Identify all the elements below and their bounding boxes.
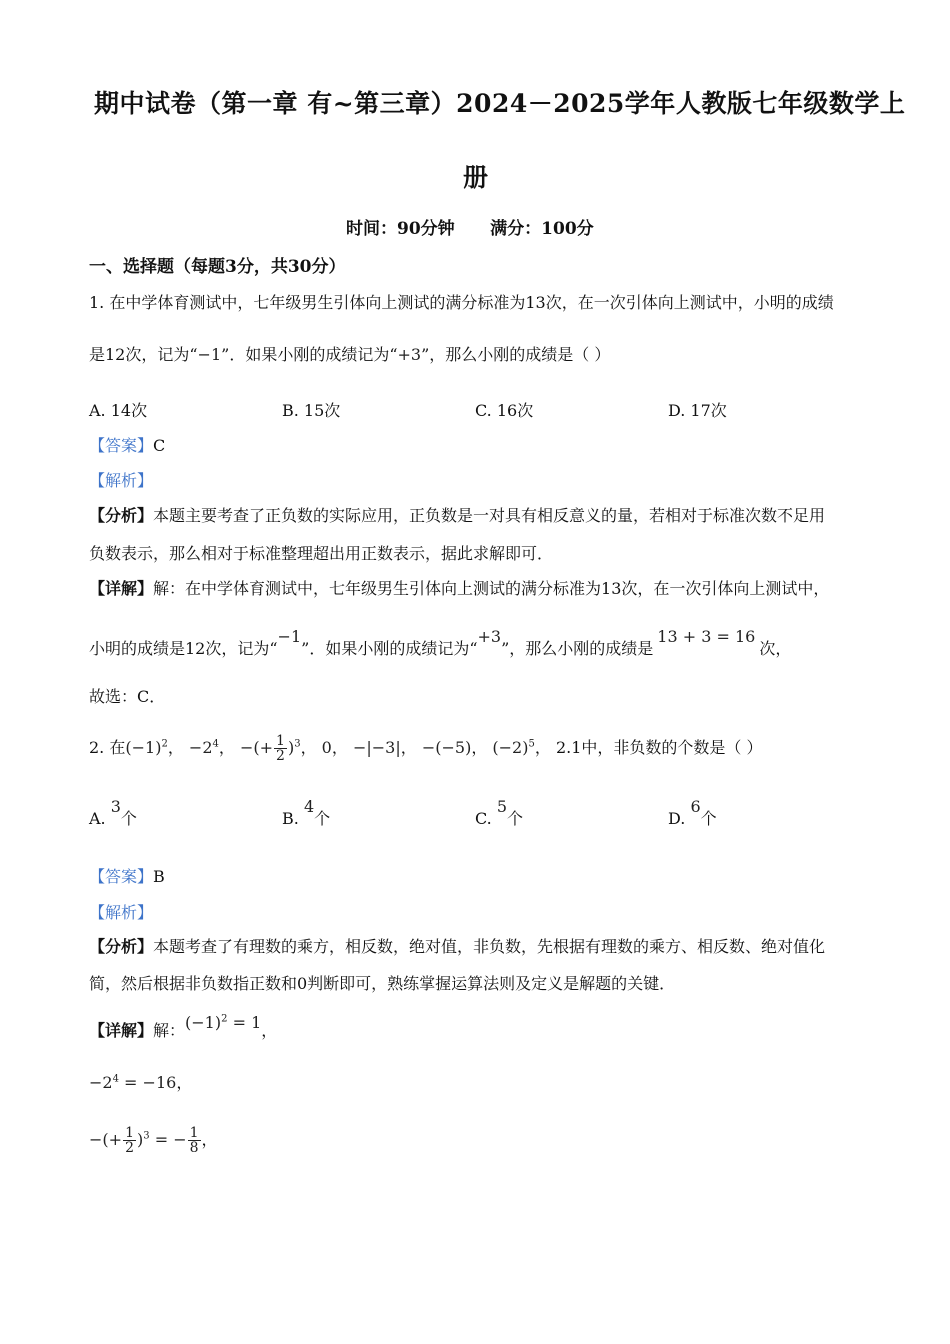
q1-detail-math-minus1: −1	[277, 627, 302, 646]
q1-option-a: A. 14次	[89, 401, 148, 420]
q2-answer: 【答案】B	[89, 867, 165, 886]
q1-analysis-tag: 【解析】	[89, 471, 154, 490]
q2-detail-math-1: $(-1)^2 = 1$	[185, 1013, 262, 1032]
q1-option-c: C. 16次	[475, 401, 534, 420]
page-title-continued: 册	[463, 163, 489, 192]
q2-detail-line1: 【详解】解：$(-1)^2 = 1$，	[89, 1013, 278, 1040]
q1-math-plus3: +3	[397, 345, 422, 364]
q2-math-1: $(-1)^2$	[125, 738, 168, 757]
q1-option-d: D. 17次	[668, 401, 727, 420]
q2-detail-math-2: $-2^4 = -16$	[89, 1073, 177, 1092]
page-title: 期中试卷（第一章 有~第三章）2024－2025学年人教版七年级数学上	[94, 89, 906, 118]
q1-math-minus1: −1	[197, 345, 222, 364]
q2-option-d: D. 6个	[668, 797, 717, 828]
q2-math-5: −|−3|	[352, 738, 401, 757]
exam-time-score: 时间：90分钟 满分：100分	[346, 219, 594, 239]
q2-detail-line3: −(+ $\frac{1}{2}$ )$^3$ = − $\frac{1}{8}$ ，	[89, 1125, 218, 1156]
q2-math-4: 0	[321, 738, 332, 757]
q1-stem-line1: 1. 在中学体育测试中，七年级男生引体向上测试的满分标准为13次，在一次引体向上测试中，小明的成绩	[89, 293, 834, 312]
q1-detail-line2: 小明的成绩是12次，记为“−1”．如果小刚的成绩记为“+3”，那么小刚的成绩是13 + 3 = 16次，	[89, 627, 792, 658]
q1-detail-line1: 【详解】解：在中学体育测试中，七年级男生引体向上测试的满分标准为13次，在一次引体向上测试中，	[89, 579, 830, 598]
q2-detail-math-3: −(+ $\frac{1}{2}$ )$^3$ = − $\frac{1}{8}$	[89, 1125, 199, 1156]
q2-fenxi-line1: 【分析】本题考查了有理数的乘方，相反数，绝对值，非负数，先根据有理数的乘方、相反数、绝对值化	[89, 937, 826, 956]
q1-conclusion: 故选：C．	[89, 687, 166, 706]
q2-math-6: −(−5)	[421, 738, 472, 757]
q1-detail-math-plus3: +3	[477, 627, 502, 646]
q2-option-a: A. 3个	[89, 797, 137, 828]
q2-detail-line2: $-2^4 = -16$，	[89, 1073, 193, 1092]
q2-option-b: B. 4个	[282, 797, 331, 828]
q2-math-2: $-2^4$	[188, 738, 219, 757]
q1-fenxi-line2: 负数表示，那么相对于标准整理超出用正数表示，据此求解即可．	[89, 544, 554, 563]
q1-option-b: B. 15次	[282, 401, 341, 420]
section-heading-choice: 一、选择题（每题3分，共30分）	[89, 257, 346, 277]
q1-answer: 【答案】C	[89, 436, 166, 455]
q2-math-8: 2.1	[555, 738, 582, 757]
q1-fenxi-line1: 【分析】本题主要考查了正负数的实际应用，正负数是一对具有相反意义的量，若相对于标准次数不足用	[89, 506, 826, 525]
q1-stem-line2: 是12次，记为“−1”．如果小刚的成绩记为“+3”，那么小刚的成绩是（ ）	[89, 345, 611, 364]
q2-math-7: $(-2)^5$	[492, 738, 535, 757]
q2-option-c: C. 5个	[475, 797, 524, 828]
q2-analysis-tag: 【解析】	[89, 903, 154, 922]
q1-detail-math-sum: 13 + 3 = 16	[657, 627, 756, 646]
q2-fenxi-line2: 简，然后根据非负数指正数和0判断即可，熟练掌握运算法则及定义是解题的关键．	[89, 974, 676, 993]
q2-math-3: −(+ $\frac{1}{2}$ )$^3$	[239, 733, 301, 764]
q2-stem: 2. 在$(-1)^2$， $-2^4$， −(+ $\frac{1}{2}$ )$^3$， 0， −|−3|， −(−5)， $(-2)^5$， 2.1中，非负数的个数是（ ）	[89, 733, 763, 764]
